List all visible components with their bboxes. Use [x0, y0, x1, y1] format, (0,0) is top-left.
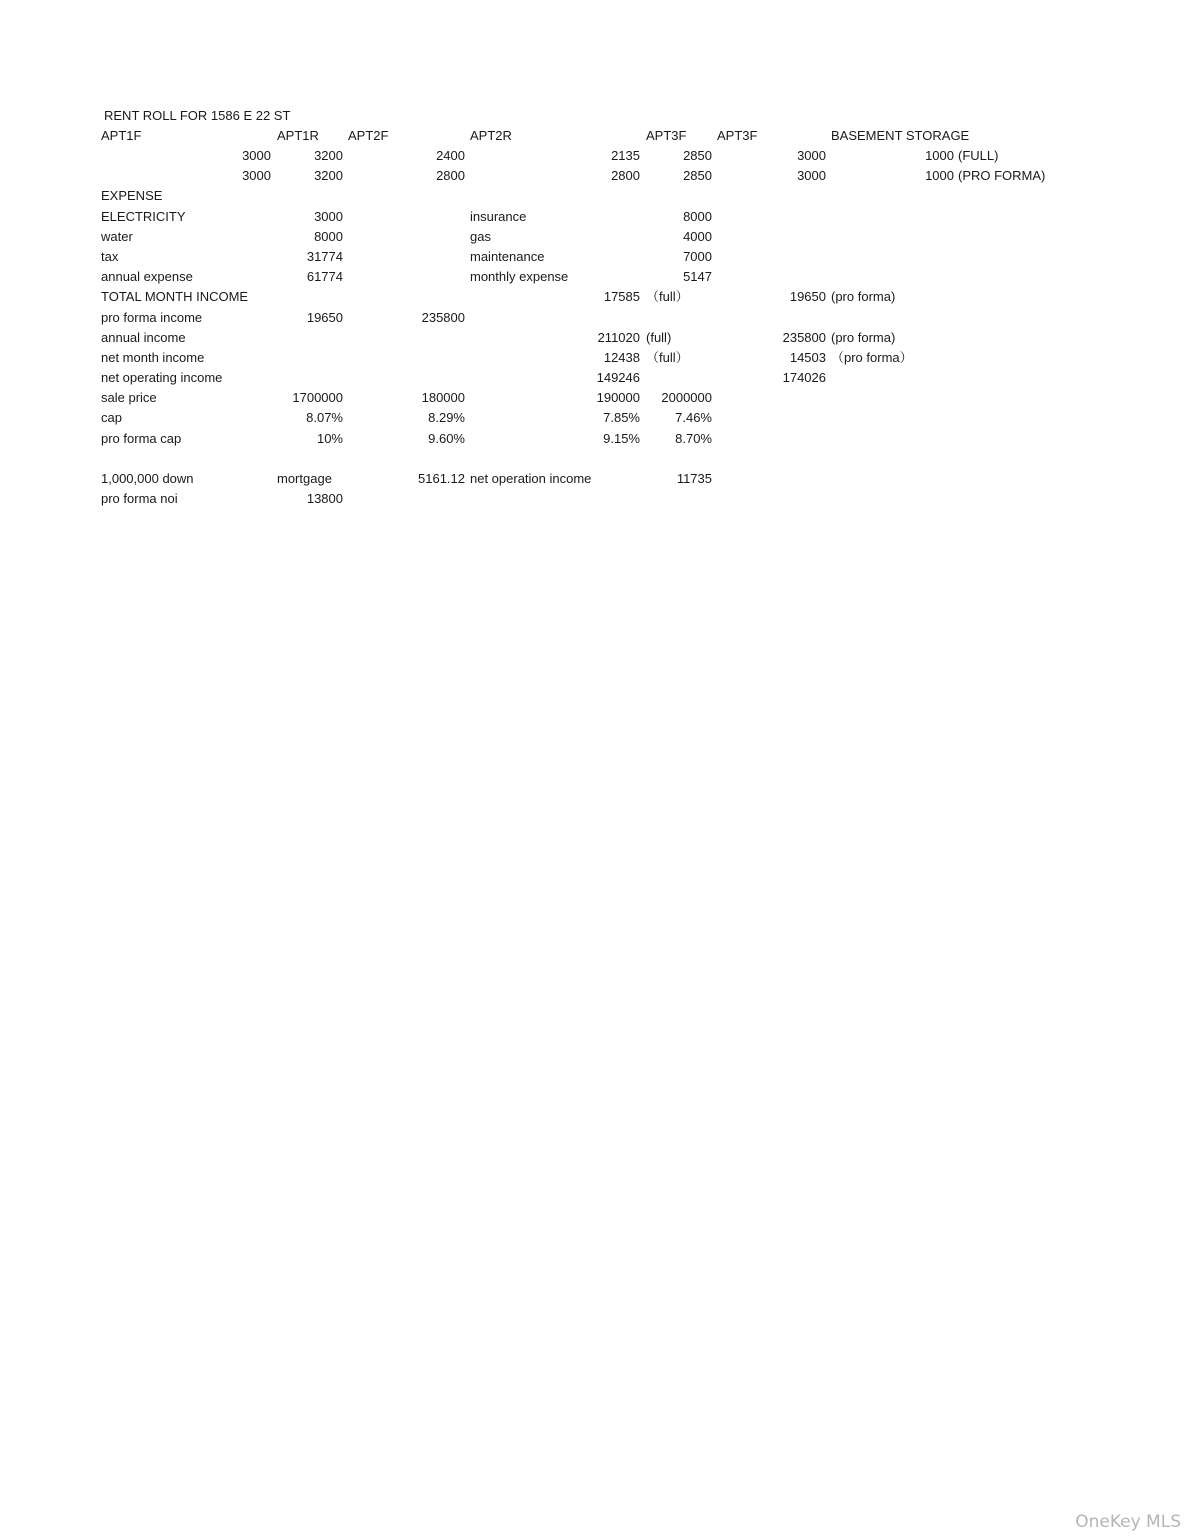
maintenance-label: maintenance	[470, 249, 545, 264]
sale-price-3: 190000	[596, 390, 640, 405]
gas-value: 4000	[683, 229, 712, 244]
net-operation-income-label: net operation income	[470, 471, 592, 486]
sale-price-label: sale price	[101, 390, 157, 405]
header-apt1r: APT1R	[277, 128, 319, 143]
sale-price-2: 180000	[421, 390, 465, 405]
insurance-label: insurance	[470, 209, 527, 224]
rent-full-apt3f: 2850	[683, 148, 712, 163]
rent-pro-basement: 1000	[925, 168, 954, 183]
net-operation-income-value: 11735	[676, 471, 712, 486]
pro-forma-cap-2: 9.60%	[428, 431, 465, 446]
monthly-expense-value: 5147	[683, 269, 712, 284]
pro-forma-income-annual: 235800	[421, 310, 465, 325]
annual-expense-value: 61774	[306, 269, 343, 284]
header-apt2f: APT2F	[348, 128, 389, 143]
sheet-title: RENT ROLL FOR 1586 E 22 ST	[104, 108, 291, 123]
rent-pro-apt2r: 2800	[611, 168, 640, 183]
electricity-value: 3000	[314, 209, 343, 224]
rent-pro-apt3f-second: 3000	[797, 168, 826, 183]
cap-label: cap	[101, 410, 122, 425]
maintenance-value: 7000	[683, 249, 712, 264]
net-month-income-full-note: （full）	[646, 350, 689, 365]
pro-forma-income-value: 19650	[306, 310, 343, 325]
watermark: OneKey MLS	[1075, 1512, 1181, 1532]
rent-full-apt1f: 3000	[242, 148, 271, 163]
total-month-income-full: 17585	[603, 289, 640, 304]
rent-pro-apt3f: 2850	[683, 168, 712, 183]
total-month-income-pro: 19650	[789, 289, 826, 304]
rent-full-apt1r: 3200	[314, 148, 343, 163]
pro-forma-noi-value: 13800	[306, 491, 343, 506]
expense-heading: EXPENSE	[101, 188, 163, 203]
header-apt2r: APT2R	[470, 128, 512, 143]
net-operating-income-label: net operating income	[101, 370, 223, 385]
pro-forma-cap-3: 9.15%	[603, 431, 640, 446]
water-label: water	[101, 229, 133, 244]
pro-forma-cap-label: pro forma cap	[101, 431, 182, 446]
header-basement-storage: BASEMENT STORAGE	[831, 128, 970, 143]
net-operating-income-full: 149246	[596, 370, 640, 385]
gas-label: gas	[470, 229, 491, 244]
annual-income-pro: 235800	[782, 330, 826, 345]
rent-pro-apt1f: 3000	[242, 168, 271, 183]
sale-price-1: 1700000	[292, 390, 343, 405]
annual-expense-label: annual expense	[101, 269, 193, 284]
rent-pro-apt2f: 2800	[436, 168, 465, 183]
rent-full-basement: 1000	[925, 148, 954, 163]
annual-income-label: annual income	[101, 330, 186, 345]
mortgage-label: mortgage	[277, 471, 332, 486]
mortgage-value: 5161.12	[418, 471, 465, 486]
rent-full-apt3f-second: 3000	[797, 148, 826, 163]
pro-forma-cap-4: 8.70%	[675, 431, 712, 446]
rent-pro-note: (PRO FORMA)	[958, 168, 1046, 183]
net-month-income-full: 12438	[603, 350, 640, 365]
rent-full-apt2r: 2135	[611, 148, 640, 163]
net-month-income-pro: 14503	[789, 350, 826, 365]
tax-label: tax	[101, 249, 119, 264]
rent-pro-apt1r: 3200	[314, 168, 343, 183]
tax-value: 31774	[306, 249, 343, 264]
sale-price-4: 2000000	[661, 390, 712, 405]
monthly-expense-label: monthly expense	[470, 269, 569, 284]
total-month-income-label: TOTAL MONTH INCOME	[101, 289, 249, 304]
cap-4: 7.46%	[675, 410, 712, 425]
pro-forma-income-label: pro forma income	[101, 310, 203, 325]
insurance-value: 8000	[683, 209, 712, 224]
rent-roll-sheet	[0, 0, 1187, 600]
rent-full-apt2f: 2400	[436, 148, 465, 163]
header-apt1f: APT1F	[101, 128, 142, 143]
rent-full-note: (FULL)	[958, 148, 999, 163]
cap-1: 8.07%	[306, 410, 343, 425]
header-apt3f: APT3F	[646, 128, 687, 143]
annual-income-pro-note: (pro forma)	[831, 330, 896, 345]
total-month-income-pro-note: (pro forma)	[831, 289, 896, 304]
cap-3: 7.85%	[603, 410, 640, 425]
net-month-income-label: net month income	[101, 350, 205, 365]
down-payment-label: 1,000,000 down	[101, 471, 194, 486]
cap-2: 8.29%	[428, 410, 465, 425]
pro-forma-cap-1: 10%	[316, 431, 343, 446]
total-month-income-full-note: （full）	[646, 289, 689, 304]
annual-income-full-note: (full)	[646, 330, 672, 345]
electricity-label: ELECTRICITY	[101, 209, 186, 224]
net-operating-income-pro: 174026	[782, 370, 826, 385]
pro-forma-noi-label: pro forma noi	[101, 491, 178, 506]
annual-income-full: 211020	[597, 330, 640, 345]
water-value: 8000	[314, 229, 343, 244]
net-month-income-pro-note: （pro forma）	[831, 350, 913, 365]
header-apt3f-second: APT3F	[717, 128, 758, 143]
